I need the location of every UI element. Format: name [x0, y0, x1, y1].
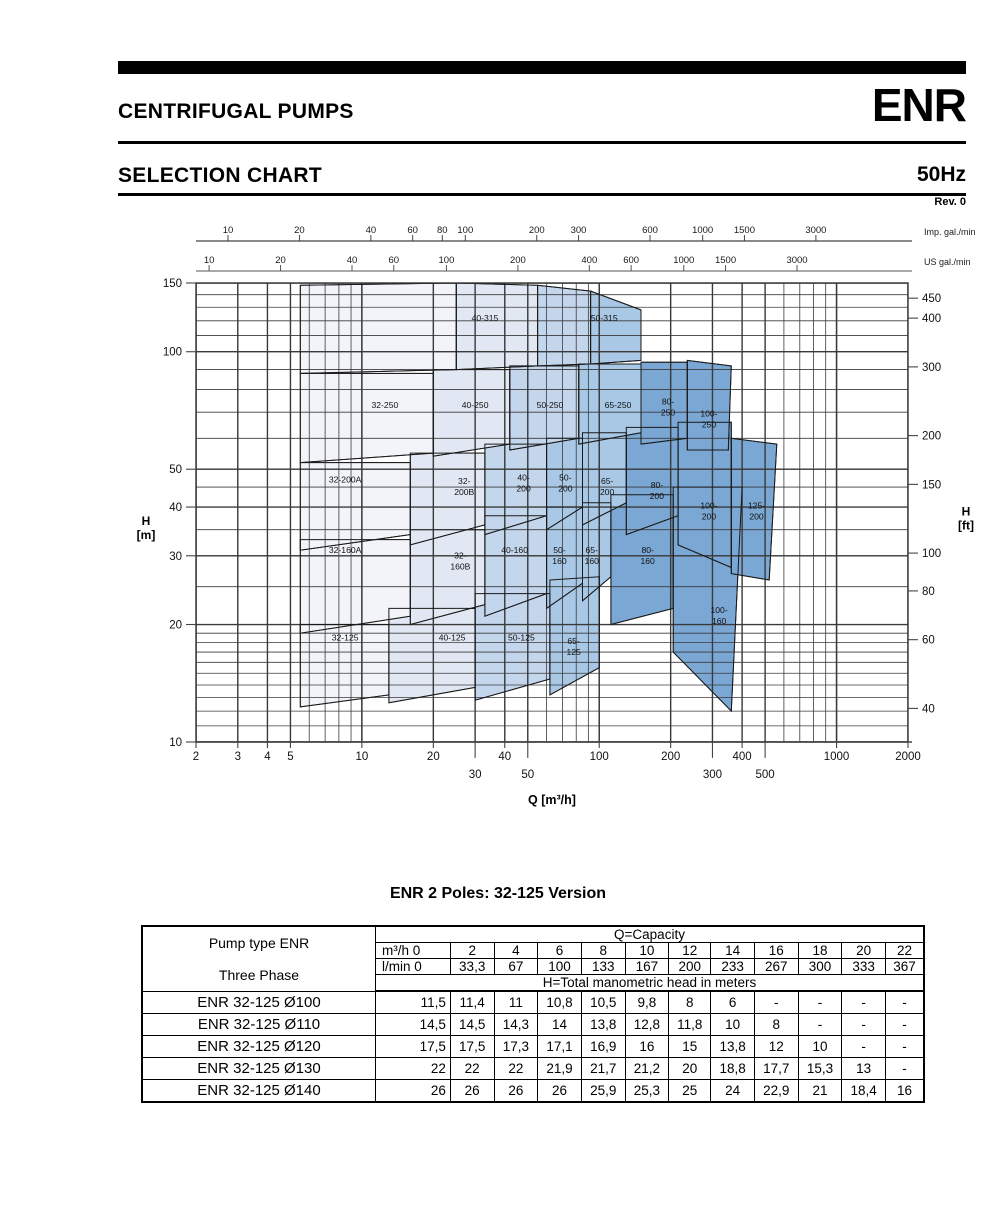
head-value-cell: 17,1	[538, 1035, 582, 1057]
head-value-cell: 22	[376, 1057, 451, 1079]
q-lmin-value: 367	[885, 959, 924, 975]
region-label: 200	[516, 483, 531, 494]
us-gpm-tick-label: 1500	[714, 255, 737, 266]
table-header-row-1	[142, 926, 924, 943]
unit-m3h: m³/h 0	[376, 943, 451, 959]
y-tick-label-left: 30	[169, 550, 182, 563]
x-tick-label: 5	[287, 751, 294, 763]
x-tick-label: 4	[264, 751, 271, 763]
q-m3h-value: 16	[754, 943, 798, 959]
head-value-cell: 12	[754, 1035, 798, 1057]
table-corner-bottom	[142, 959, 376, 992]
head-value-cell: 14	[538, 1013, 582, 1035]
x-tick-label: 200	[661, 751, 681, 763]
us-gpm-tick-label: 100	[438, 255, 455, 266]
us-gpm-tick-label: 1000	[673, 255, 695, 266]
pump-type-cell: ENR 32-125 Ø120	[142, 1035, 376, 1057]
pump-type-cell: ENR 32-125 Ø130	[142, 1057, 376, 1079]
performance-table	[141, 925, 925, 1103]
imp-gpm-tick-label: 10	[222, 225, 234, 236]
region-label: 160	[552, 555, 567, 566]
region-label: 80-	[650, 479, 664, 490]
q-lmin-value: 333	[842, 959, 886, 975]
head-value-cell: 11,5	[376, 991, 451, 1013]
head-value-cell: 21,7	[581, 1057, 625, 1079]
frequency-label: 50Hz	[916, 163, 966, 186]
head-value-cell: 10	[798, 1035, 842, 1057]
y-tick-label-left: 100	[162, 346, 182, 359]
y-axis-unit-right: [ft]	[958, 518, 974, 533]
head-value-cell: 22,9	[754, 1079, 798, 1102]
x-axis	[193, 742, 921, 807]
head-value-cell: -	[885, 1013, 924, 1035]
head-value-cell: 26	[450, 1079, 494, 1102]
head-value-cell: 8	[754, 1013, 798, 1035]
pump-type-cell: ENR 32-125 Ø100	[142, 991, 376, 1013]
q-m3h-value: 22	[885, 943, 924, 959]
imp-gpm-tick-label: 80	[437, 225, 448, 236]
region-label: 250	[660, 407, 676, 418]
region-label: 160	[640, 555, 655, 566]
head-value-cell: 17,7	[754, 1057, 798, 1079]
imp-gpm-tick-label: 200	[528, 225, 545, 236]
head-value-cell: 14,5	[376, 1013, 451, 1035]
envelope-region	[687, 360, 731, 450]
q-lmin-value: 200	[669, 959, 711, 975]
table-corner-top	[142, 926, 376, 959]
x-tick-label: 40	[498, 751, 512, 763]
region-label: 200B	[454, 487, 475, 498]
table-title: ENR 2 Poles: 32-125 Version	[389, 885, 607, 902]
y-tick-label-left: 150	[162, 278, 182, 290]
region-label: 100-	[710, 605, 728, 616]
header-black-bar	[118, 61, 966, 74]
x-axis-title: Q [m³/h]	[528, 793, 576, 807]
region-label: 250	[701, 419, 717, 430]
q-lmin-value: 67	[494, 959, 538, 975]
q-m3h-value: 12	[669, 943, 711, 959]
head-value-cell: 24	[711, 1079, 755, 1102]
q-m3h-value: 20	[842, 943, 886, 959]
x-tick-label: 1000	[823, 751, 850, 763]
region-label: 40-250	[461, 400, 489, 411]
head-value-cell: 21	[798, 1079, 842, 1102]
top-axis-imp-gpm	[196, 225, 976, 241]
head-value-cell: -	[885, 1057, 924, 1079]
envelope-region	[456, 283, 537, 370]
region-label: 32-160A	[328, 545, 362, 556]
region-label: 32-125	[331, 632, 359, 643]
us-gpm-tick-label: 600	[623, 255, 640, 266]
region-label: 50-	[559, 472, 572, 483]
head-value-cell: 13,8	[581, 1013, 625, 1035]
head-value-cell: 25,9	[581, 1079, 625, 1102]
region-label: 100-	[700, 500, 718, 511]
table-row	[142, 1035, 924, 1057]
q-lmin-value: 233	[711, 959, 755, 975]
head-value-cell: 8	[669, 991, 711, 1013]
imp-gpm-tick-label: 20	[294, 225, 305, 236]
head-value-cell: 10,8	[538, 991, 582, 1013]
head-value-cell: 11,8	[669, 1013, 711, 1035]
head-value-cell: 11,4	[450, 991, 494, 1013]
y-tick-label-right: 80	[922, 585, 935, 598]
head-value-cell: 22	[494, 1057, 538, 1079]
us-gpm-tick-label: 400	[581, 255, 598, 266]
region-label: 40-	[517, 472, 530, 483]
y-axis-title-left: H	[141, 513, 151, 528]
table-row	[142, 1057, 924, 1079]
x-tick-label: 300	[702, 769, 723, 781]
envelope-region	[538, 285, 591, 366]
region-label: 200	[701, 511, 717, 522]
q-lmin-value: 300	[798, 959, 842, 975]
region-label: 65-	[567, 636, 580, 647]
head-value-cell: 9,8	[625, 991, 669, 1013]
capacity-header: Q=Capacity	[376, 926, 925, 943]
us-gpm-tick-label: 40	[346, 255, 358, 266]
region-label: 160	[711, 616, 727, 627]
q-lmin-value: 100	[538, 959, 582, 975]
table-header-row-3	[142, 959, 924, 975]
header-divider-1	[118, 141, 966, 144]
imp-gpm-axis-label: Imp. gal./min	[924, 227, 976, 237]
table-row	[142, 1079, 924, 1102]
q-m3h-value: 2	[450, 943, 494, 959]
q-m3h-value: 6	[538, 943, 582, 959]
head-value-cell: -	[885, 991, 924, 1013]
q-lmin-value: 133	[581, 959, 625, 975]
page-title: CENTRIFUGAL PUMPS	[118, 100, 354, 123]
performance-table-wrap	[141, 925, 925, 1103]
x-tick-label: 30	[468, 769, 482, 781]
head-value-cell: 20	[669, 1057, 711, 1079]
region-label: 125-	[747, 500, 766, 511]
q-m3h-value: 14	[711, 943, 755, 959]
head-value-cell: 21,9	[538, 1057, 582, 1079]
us-gpm-tick-label: 200	[509, 255, 526, 266]
y-tick-label-left: 50	[169, 464, 182, 477]
q-m3h-value: 10	[625, 943, 669, 959]
region-label: 50-	[553, 544, 566, 555]
head-value-cell: 26	[376, 1079, 451, 1102]
x-tick-label: 100	[589, 751, 609, 763]
envelope-region	[389, 608, 475, 702]
region-label: 32-	[458, 476, 471, 487]
envelope-region	[433, 370, 510, 457]
region-label: 200	[558, 483, 573, 494]
head-value-cell: 21,2	[625, 1057, 669, 1079]
head-value-cell: 18,8	[711, 1057, 755, 1079]
region-label: 80-	[641, 544, 654, 555]
q-lmin-value: 33,3	[450, 959, 494, 975]
table-corner-top-label: Pump type ENR	[208, 934, 310, 951]
imp-gpm-tick-label: 100	[457, 225, 474, 236]
head-value-cell: 12,8	[625, 1013, 669, 1035]
envelope-region	[300, 373, 433, 462]
pump-type-cell: ENR 32-125 Ø110	[142, 1013, 376, 1035]
head-value-cell: 17,5	[450, 1035, 494, 1057]
q-m3h-value: 8	[581, 943, 625, 959]
region-label: 32-250	[371, 400, 399, 411]
y-axis-right	[908, 293, 974, 715]
head-value-cell: 14,5	[450, 1013, 494, 1035]
x-tick-label: 2000	[895, 751, 921, 763]
head-value-cell: 26	[538, 1079, 582, 1102]
y-tick-label-right: 300	[922, 361, 942, 374]
head-value-cell: -	[842, 1013, 886, 1035]
head-value-cell: 16	[625, 1035, 669, 1057]
head-value-cell: 10	[711, 1013, 755, 1035]
head-note: H=Total manometric head in meters	[376, 975, 925, 992]
region-label: 50-315	[590, 313, 618, 324]
y-tick-label-right: 40	[922, 703, 935, 716]
us-gpm-tick-label: 10	[203, 255, 215, 266]
head-value-cell: 17,5	[376, 1035, 451, 1057]
head-value-cell: 15,3	[798, 1057, 842, 1079]
imp-gpm-tick-label: 3000	[805, 225, 827, 236]
head-value-cell: 13	[842, 1057, 886, 1079]
us-gpm-tick-label: 20	[275, 255, 286, 266]
region-label: 40-315	[471, 313, 499, 324]
region-label: 50-125	[508, 632, 535, 643]
region-label: 32-200A	[328, 474, 362, 485]
head-value-cell: -	[754, 991, 798, 1013]
y-axis-unit-left: [m]	[136, 527, 156, 542]
y-tick-label-left: 20	[169, 619, 182, 632]
region-label: 160	[584, 555, 599, 566]
q-lmin-value: 267	[754, 959, 798, 975]
region-label: 40-160	[501, 545, 528, 556]
page-subtitle: SELECTION CHART	[118, 164, 322, 187]
region-label: 32-	[454, 550, 467, 561]
x-tick-label: 400	[732, 751, 752, 763]
imp-gpm-tick-label: 60	[407, 225, 418, 236]
us-gpm-axis-label: US gal./min	[924, 257, 971, 267]
head-value-cell: 11	[494, 991, 538, 1013]
region-label: 200	[599, 487, 615, 498]
unit-lmin: l/min 0	[376, 959, 451, 975]
q-lmin-value: 167	[625, 959, 669, 975]
y-tick-label-left: 40	[169, 502, 182, 515]
y-tick-label-right: 60	[922, 634, 935, 647]
imp-gpm-tick-label: 1500	[733, 225, 756, 236]
region-label: 200	[749, 511, 764, 522]
y-tick-label-left: 10	[169, 737, 182, 749]
region-label: 125	[566, 647, 581, 658]
selection-chart-svg	[0, 225, 996, 807]
top-axis-us-gpm	[196, 255, 971, 271]
head-value-cell: 15	[669, 1035, 711, 1057]
head-value-cell: 6	[711, 991, 755, 1013]
y-tick-label-right: 450	[922, 293, 942, 306]
y-tick-label-right: 150	[922, 479, 942, 492]
head-value-cell: 18,4	[842, 1079, 886, 1102]
y-axis-left	[137, 278, 196, 749]
x-tick-label: 2	[192, 751, 200, 763]
head-value-cell: 16	[885, 1079, 924, 1102]
region-label: 50-250	[536, 400, 564, 411]
imp-gpm-tick-label: 600	[642, 225, 658, 236]
x-tick-label: 10	[355, 751, 369, 763]
imp-gpm-tick-label: 300	[570, 225, 587, 236]
header-divider-2	[118, 193, 966, 196]
region-label: 100-	[700, 408, 718, 419]
y-axis-title-right: H	[961, 504, 971, 519]
x-tick-label: 50	[521, 769, 535, 781]
imp-gpm-tick-label: 40	[365, 225, 377, 236]
us-gpm-tick-label: 3000	[786, 255, 808, 266]
head-value-cell: -	[842, 991, 886, 1013]
x-tick-label: 3	[234, 751, 241, 763]
region-label: 65-	[585, 544, 598, 555]
q-m3h-value: 18	[798, 943, 842, 959]
head-value-cell: 22	[450, 1057, 494, 1079]
head-value-cell: 10,5	[581, 991, 625, 1013]
y-tick-label-right: 100	[922, 548, 942, 561]
model-name: ENR	[871, 79, 966, 131]
region-label: 80-	[661, 396, 675, 407]
region-label: 65-250	[604, 400, 632, 411]
head-value-cell: 25,3	[625, 1079, 669, 1102]
head-value-cell: 26	[494, 1079, 538, 1102]
y-tick-label-right: 400	[922, 313, 942, 326]
imp-gpm-tick-label: 1000	[692, 225, 714, 236]
selection-chart	[0, 225, 996, 807]
region-label: 200	[649, 490, 665, 501]
head-value-cell: -	[798, 991, 842, 1013]
q-m3h-value: 4	[494, 943, 538, 959]
table-row	[142, 1013, 924, 1035]
table-corner-bottom-label: Three Phase	[218, 966, 300, 983]
pump-type-cell: ENR 32-125 Ø140	[142, 1079, 376, 1102]
head-value-cell: 25	[669, 1079, 711, 1102]
head-value-cell: 13,8	[711, 1035, 755, 1057]
table-row	[142, 991, 924, 1013]
region-label: 40-125	[438, 632, 466, 643]
x-tick-label: 500	[755, 769, 775, 781]
y-tick-label-right: 200	[922, 430, 942, 443]
head-value-cell: -	[885, 1035, 924, 1057]
head-value-cell: 16,9	[581, 1035, 625, 1057]
region-label: 160B	[450, 561, 471, 572]
head-value-cell: -	[798, 1013, 842, 1035]
us-gpm-tick-label: 60	[388, 255, 400, 266]
head-value-cell: -	[842, 1035, 886, 1057]
revision-label: Rev. 0	[934, 196, 966, 208]
region-label: 65-	[600, 476, 614, 487]
head-value-cell: 14,3	[494, 1013, 538, 1035]
head-value-cell: 17,3	[494, 1035, 538, 1057]
x-tick-label: 20	[426, 751, 440, 763]
